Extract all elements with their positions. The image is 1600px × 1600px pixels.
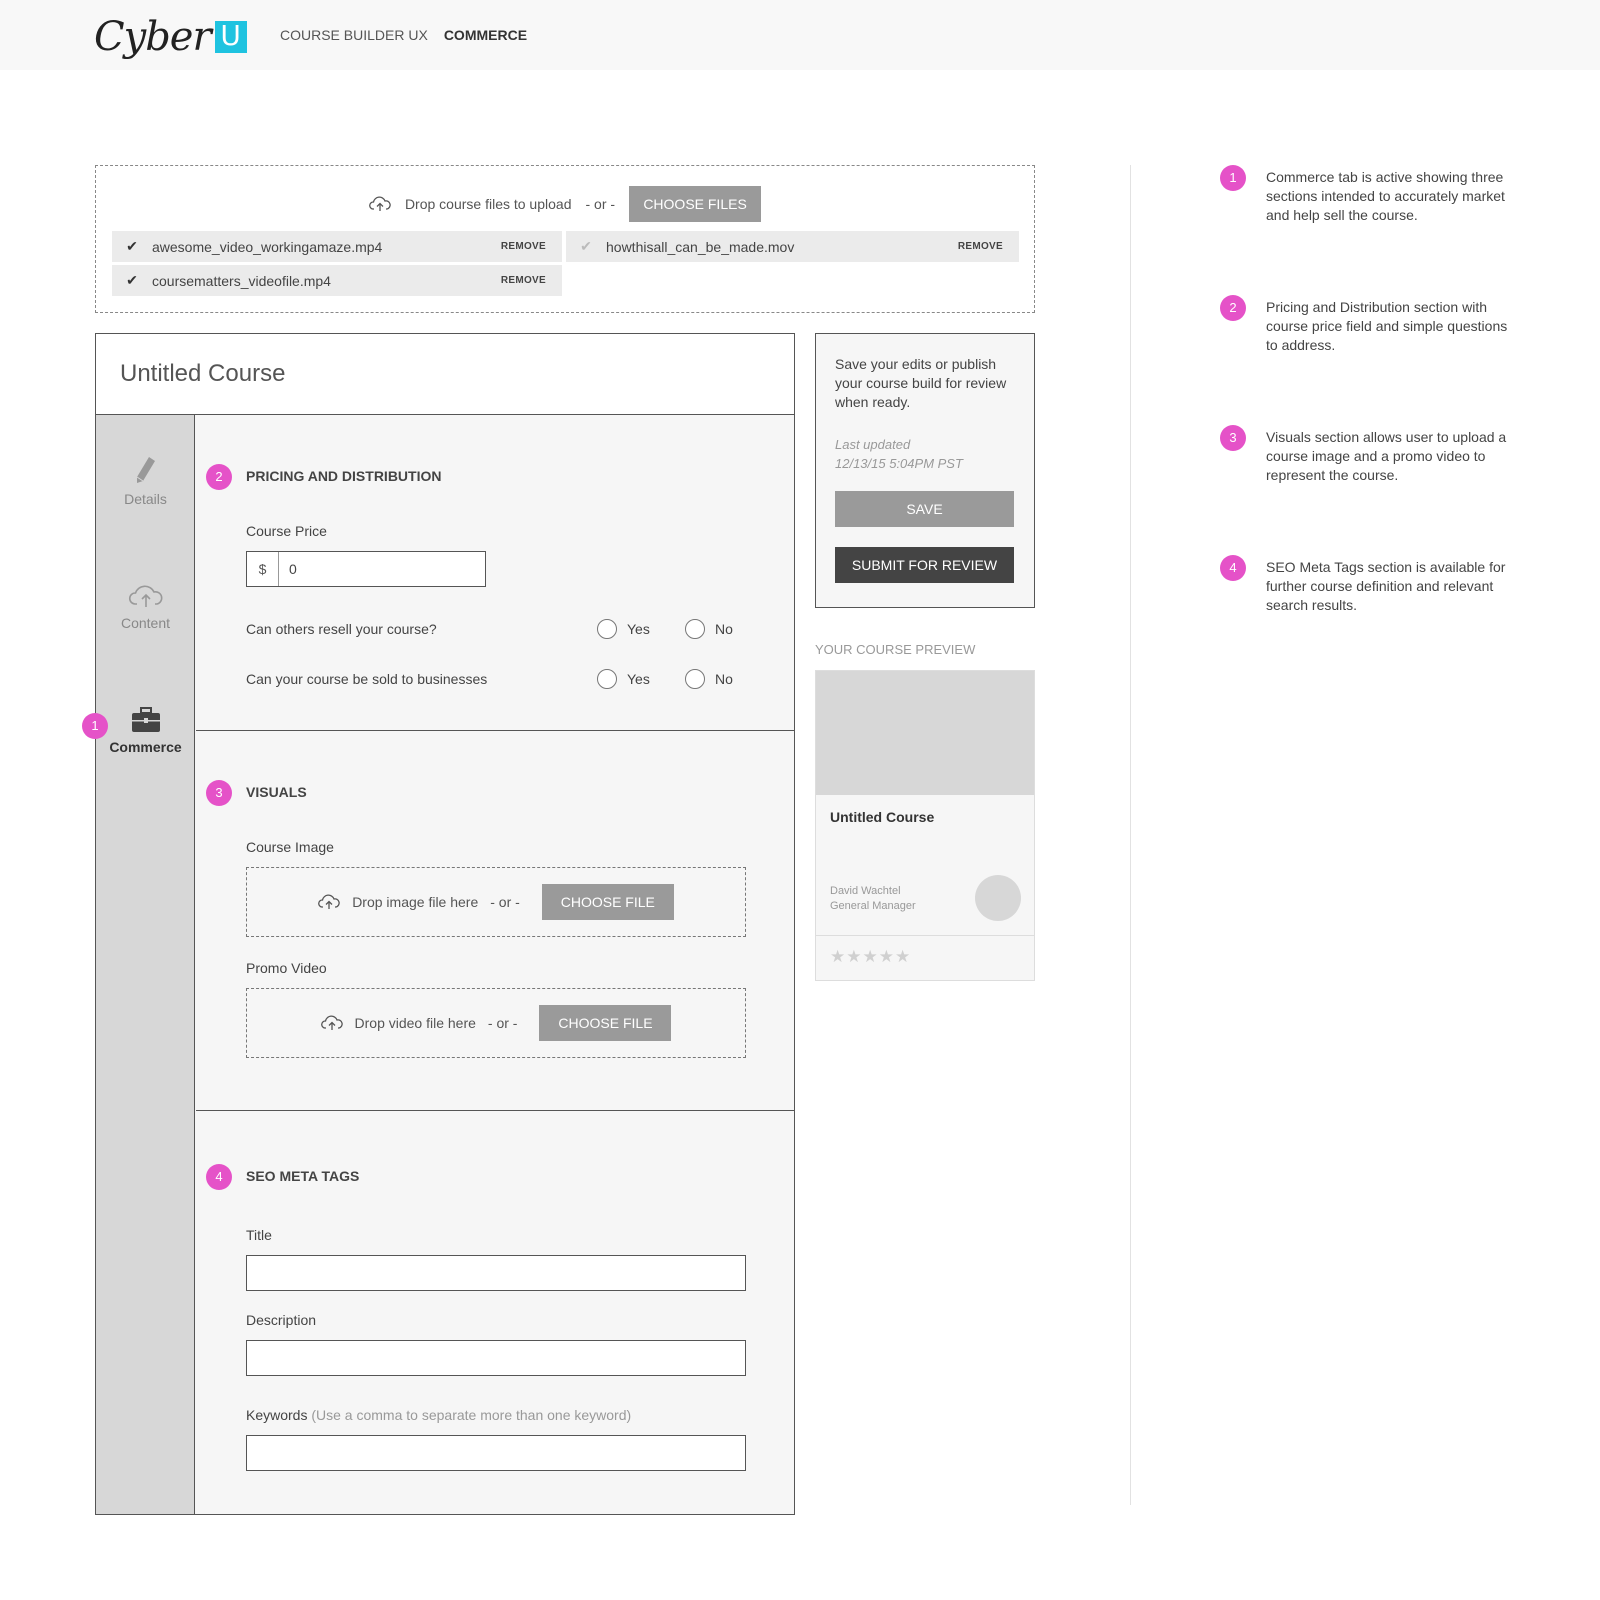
sidebar-item-content[interactable] (96, 583, 195, 631)
annotation-divider (1130, 165, 1131, 1505)
main-nav (280, 27, 527, 43)
seo-title-label: Title (246, 1227, 272, 1243)
sidebar-item-label: Commerce (109, 739, 182, 755)
currency-symbol: $ (247, 552, 279, 586)
nav-course-builder[interactable]: COURSE BUILDER UX (280, 27, 428, 43)
radio-circle (597, 669, 617, 689)
save-panel (815, 333, 1035, 608)
sidebar-item-details[interactable] (96, 455, 195, 507)
course-image-label: Course Image (246, 839, 334, 855)
section-number-badge: 4 (206, 1164, 232, 1190)
card-divider (816, 935, 1034, 936)
section-divider (196, 1110, 794, 1111)
logo-mark: U (215, 21, 247, 53)
preview-author (830, 884, 916, 914)
sidebar-item-label: Content (120, 615, 171, 631)
course-title[interactable]: Untitled Course (120, 360, 286, 387)
file-item (112, 231, 562, 262)
cloud-upload-icon (369, 195, 391, 213)
course-title-bar (96, 334, 794, 415)
note-number-badge: 4 (1220, 555, 1246, 581)
last-updated-value: 12/13/15 5:04PM PST (835, 456, 963, 471)
sidebar-item-commerce[interactable] (96, 707, 195, 755)
file-name: howthisall_can_be_made.mov (606, 238, 795, 255)
course-image-placeholder (816, 671, 1034, 795)
seo-description-label: Description (246, 1312, 317, 1328)
seo-title-input[interactable] (246, 1255, 746, 1291)
note-text: Pricing and Distribution section with course price field and simple questions to address. (1266, 299, 1508, 353)
section-divider (196, 730, 794, 731)
cloud-upload-icon (321, 1014, 343, 1032)
avatar (975, 875, 1021, 921)
video-drop-text: Drop video file here (354, 1015, 476, 1031)
course-price-field[interactable] (246, 551, 486, 587)
file-name: awesome_video_workingamaze.mp4 (152, 238, 383, 255)
choose-video-button[interactable]: CHOOSE FILE (539, 1005, 671, 1041)
business-no-radio[interactable] (685, 669, 733, 689)
note-number-badge: 3 (1220, 425, 1246, 451)
promo-video-dropzone[interactable] (246, 988, 746, 1058)
radio-circle (685, 669, 705, 689)
radio-label: No (715, 671, 733, 687)
note-number-badge: 2 (1220, 295, 1246, 321)
seo-keywords-label (246, 1407, 631, 1423)
author-name: David Wachtel (830, 885, 901, 897)
file-item (112, 265, 562, 296)
check-icon: ✔ (126, 238, 138, 254)
cloud-upload-icon (318, 893, 340, 911)
business-question: Can your course be sold to businesses (246, 671, 488, 687)
sidebar-item-label: Details (124, 491, 167, 507)
author-role: General Manager (830, 900, 916, 912)
course-preview-card[interactable] (815, 670, 1035, 981)
keywords-hint: (Use a comma to separate more than one keyword) (311, 1407, 632, 1423)
resell-no-radio[interactable] (685, 619, 733, 639)
resell-question: Can others resell your course? (246, 621, 437, 637)
note-text: Commerce tab is active showing three sections intended to accurately market and help sell the course. (1266, 169, 1505, 223)
logo[interactable] (94, 14, 247, 60)
upload-row (96, 186, 1034, 222)
file-item (566, 231, 1019, 262)
nav-commerce[interactable]: COMMERCE (443, 27, 528, 43)
radio-circle (597, 619, 617, 639)
top-bar (0, 0, 1600, 70)
briefcase-icon (131, 707, 161, 733)
course-price-input[interactable]: 0 (289, 561, 297, 577)
note-number-badge: 1 (1220, 165, 1246, 191)
choose-image-button[interactable]: CHOOSE FILE (542, 884, 674, 920)
radio-label: Yes (627, 671, 650, 687)
promo-video-label: Promo Video (246, 960, 327, 976)
note-text: Visuals section allows user to upload a course image and a promo video to represent the course. (1266, 429, 1507, 483)
cloud-upload-icon (128, 583, 164, 609)
business-yes-radio[interactable] (597, 669, 650, 689)
commerce-marker-badge: 1 (82, 713, 108, 739)
logo-text: Cyber (94, 14, 211, 60)
preview-label: YOUR COURSE PREVIEW (815, 642, 976, 657)
radio-circle (685, 619, 705, 639)
resell-yes-radio[interactable] (597, 619, 650, 639)
sidebar (96, 415, 195, 1514)
visuals-section-title: VISUALS (246, 784, 307, 800)
course-editor (95, 333, 795, 1515)
section-number-badge: 3 (206, 780, 232, 806)
file-name: coursematters_videofile.mp4 (152, 272, 331, 289)
check-icon: ✔ (580, 238, 592, 254)
pricing-section-title: PRICING AND DISTRIBUTION (246, 468, 442, 484)
seo-keywords-input[interactable] (246, 1435, 746, 1471)
or-text: - or - (487, 1015, 518, 1031)
note-text: SEO Meta Tags section is available for further course definition and relevant search results. (1266, 559, 1506, 613)
remove-file-button[interactable]: REMOVE (500, 275, 546, 286)
course-image-dropzone[interactable] (246, 867, 746, 937)
course-price-label: Course Price (246, 523, 327, 539)
seo-description-input[interactable] (246, 1340, 746, 1376)
pencil-icon (135, 455, 157, 485)
upload-drop-text: Drop course files to upload (404, 196, 572, 212)
upload-or-text: - or - (585, 196, 616, 212)
last-updated-label: Last updated (835, 437, 911, 452)
or-text: - or - (490, 894, 520, 910)
radio-label: No (715, 621, 733, 637)
rating-stars: ★★★★★ (830, 947, 912, 966)
last-updated (835, 435, 1020, 473)
keywords-label-text: Keywords (246, 1407, 308, 1423)
save-button[interactable]: SAVE (835, 491, 1014, 527)
remove-file-button[interactable]: REMOVE (500, 241, 546, 252)
preview-course-title: Untitled Course (830, 809, 935, 825)
submit-for-review-button[interactable]: SUBMIT FOR REVIEW (835, 547, 1014, 583)
seo-section-title: SEO META TAGS (246, 1168, 360, 1184)
check-icon: ✔ (126, 272, 138, 288)
radio-label: Yes (627, 621, 650, 637)
image-drop-text: Drop image file here (352, 894, 479, 910)
section-number-badge: 2 (206, 464, 232, 490)
save-message: Save your edits or publish your course build for review when ready. (835, 356, 1007, 410)
remove-file-button[interactable]: REMOVE (957, 241, 1003, 252)
course-files-dropzone[interactable] (95, 165, 1035, 313)
choose-files-button[interactable]: CHOOSE FILES (629, 186, 761, 222)
